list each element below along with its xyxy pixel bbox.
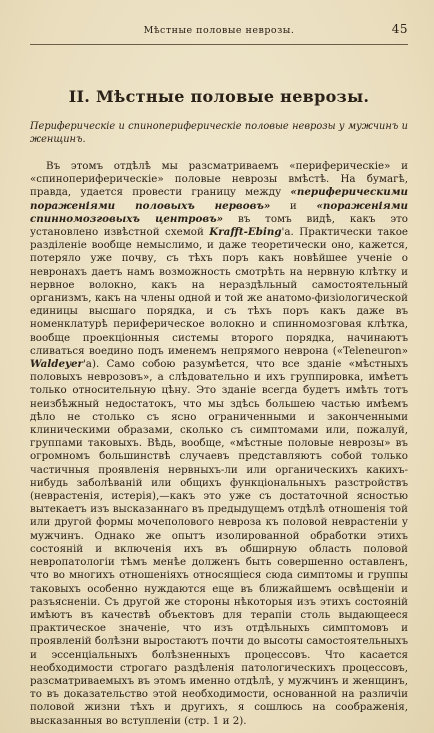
text-run: 'а. Практически такое разділеніе вообще немыслимо, и даже теоретически оно, кажется, потеряло уже почву, съ тѣхъ поръ какъ новѣйшее ученіе о невронахъ даетъ намъ возможность смотрѣть на нервную клѣтку и нервное волокно, какъ на нераздѣльный самостоятельный организмъ, какъ на члены одной и той же анатомо-физіологической единицы высшаго порядка, и съ тѣхъ поръ какъ даже въ номенклатурѣ периферическое волокно и спинномозговая клѣтка, вообще проекціонныя системы второго порядка, начинаютъ сливаться воедино подъ именемъ непрямого неврона («Teleneuron» <box>30 226 408 357</box>
header-rule <box>30 44 408 45</box>
emphasis-peripheral-lesions: «периферическими пораженіями половыхъ нервовъ» <box>30 186 408 212</box>
section-subtitle: Периферическіе и спинопериферическіе половые неврозы у мужчинъ и женщинъ. <box>30 121 408 145</box>
text-run: Въ этомъ отдѣлѣ мы разсматриваемъ «периферическіе» и «спинопериферическіе» половые неврозы вмѣстѣ. На бумагѣ, правда, удается провести границу между <box>30 160 408 199</box>
page-number: 45 <box>391 22 408 36</box>
author-name-waldeyer: Waldeyer <box>30 358 83 371</box>
body-paragraph <box>30 160 408 728</box>
running-head-title: Мѣстные половые неврозы. <box>143 25 295 36</box>
text-run: 'а). Само собою разумѣется, что все зданіе «мѣстныхъ половыхъ неврозовъ», а слѣдовательно и ихъ группировка, имѣетъ только относительную цѣну. Это зданіе всегда будетъ имѣть тотъ неизбѣжный недостатокъ, что мы здѣсь большею частью имѣемъ дѣло не столько съ ясно ограниченными и законченными клиническими образами, сколько съ симптомами или, пожалуй, группами таковыхъ. Вѣдь, вообще, «мѣстные половые неврозы» въ огромномъ большинствѣ случаевъ представляютъ собой только частичныя проявленія нервныхъ-ли или органическихъ какихъ-нибудь заболѣваній или общихъ функціональныхъ разстройствъ (неврастенія, истерія),—какъ это уже съ достаточной ясностью вытекаетъ изъ высказаннаго въ предыдущемъ отдѣлѣ отношенія той или другой формы мочеполового невроза къ половой неврастеніи у мужчинъ. Однако же опытъ изолированной обработки этихъ состояній и включенія ихъ въ обширную область половой невропатологіи тѣмъ менѣе долженъ быть совершенно оставленъ, что во многихъ отношеніяхъ относящіеся сюда симптомы и группы таковыхъ особенно нуждаются еще въ ближайшемъ освѣщеніи и разъясненіи. Съ другой же стороны нѣкоторыя изъ этихъ состояній имѣютъ въ качествѣ объектовъ для терапіи столь выдающееся практическое значеніе, что изъ отдѣльныхъ симптомовъ и проявленій болѣзни выростаютъ почти до высоты самостоятельныхъ и эссенціальныхъ болѣзненныхъ процессовъ. Что касается необходимости строгаго раздѣленія патологическихъ процессовъ, разсматриваемыхъ въ этомъ именно отдѣлѣ, у мужчинъ и женщинъ, то въ доказательство этой необходимости, основанной на различіи половой жизни тѣхъ и другихъ, я сошлюсь на соображенія, высказанныя во вступленіи (стр. 1 и 2). <box>30 358 408 727</box>
running-head <box>30 22 408 42</box>
emphasis-spinal-centres: «пораженіями спинномозговыхъ центровъ» <box>30 199 408 225</box>
author-name-krafft-ebing: Krafft-Ebing <box>209 226 282 239</box>
section-heading: II. Мѣстные половые неврозы. <box>68 87 370 106</box>
text-run: и <box>270 199 317 212</box>
text-run: въ томъ видѣ, какъ это установлено извѣстной схемой <box>30 212 408 239</box>
